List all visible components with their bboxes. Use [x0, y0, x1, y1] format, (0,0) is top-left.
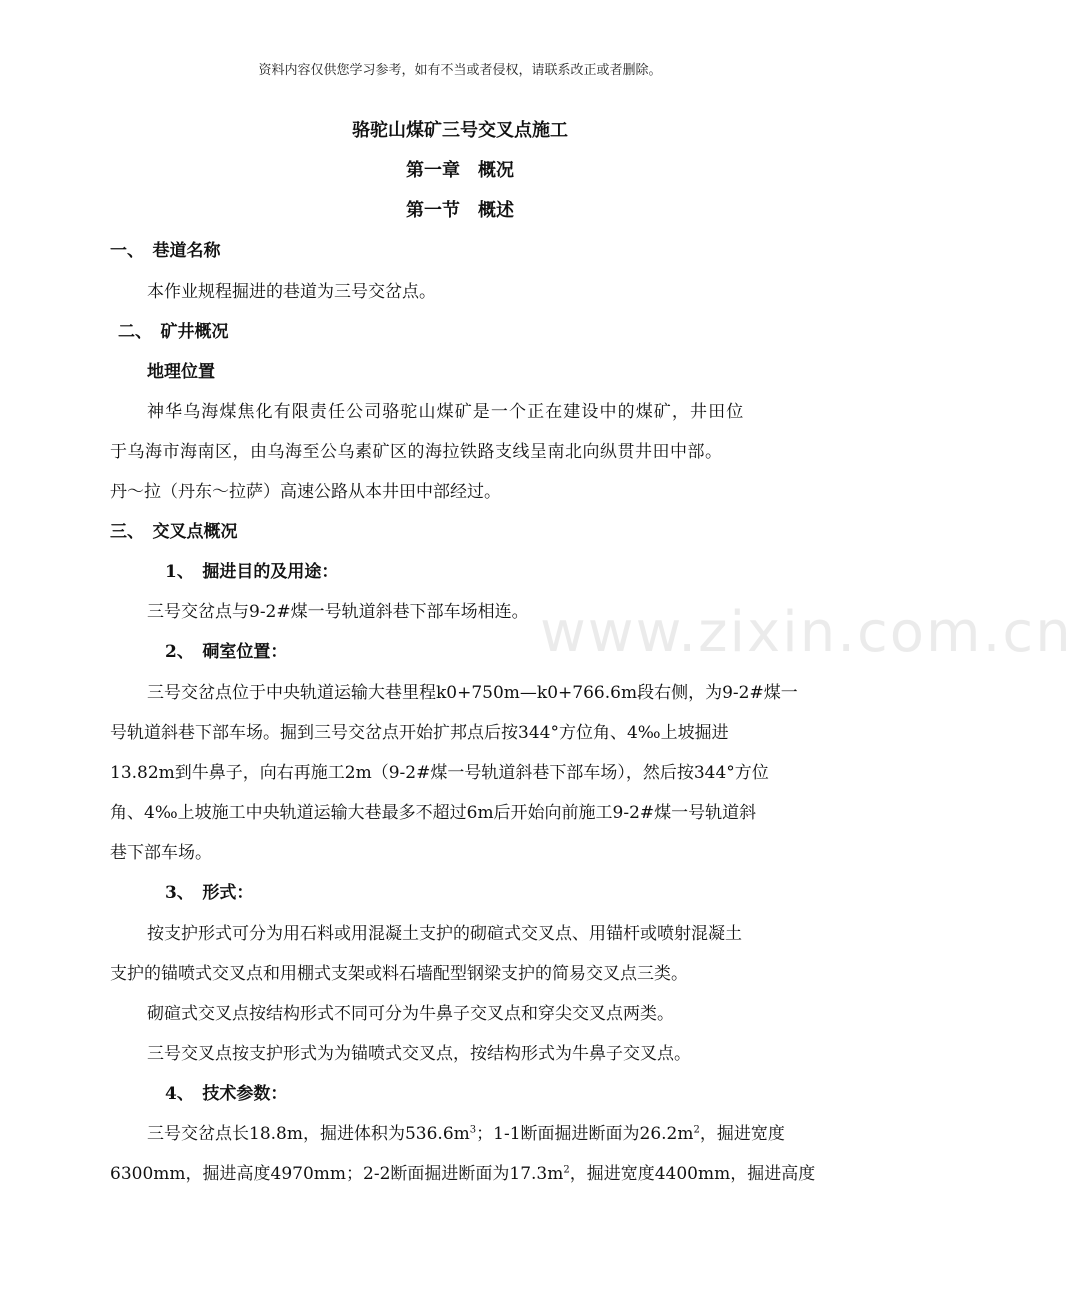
tech-line-2 [110, 1166, 815, 1183]
tech-line-1 [147, 1126, 785, 1143]
cubic-superscript: 3 [469, 1124, 477, 1136]
subheading-location: 地理位置 [147, 362, 215, 382]
form-line-1: 按支护形式可分为用石料或用混凝土支护的砌碹式交叉点、用锚杆或喷射混凝土 [147, 924, 742, 944]
geo-line-2: 于乌海市海南区，由乌海至公乌素矿区的海拉铁路支线呈南北向纵贯井田中部。 [110, 442, 723, 462]
square-superscript-2: 2 [563, 1164, 570, 1176]
chamber-line-1: 三号交岔点位于中央轨道运输大巷里程k0+750m—k0+766.6m段右侧，为9-2#煤一 [147, 683, 798, 703]
chamber-line-5: 巷下部车场。 [110, 843, 212, 863]
geo-line-3: 丹～拉（丹东～拉萨）高速公路从本井田中部经过。 [110, 482, 501, 502]
paragraph-purpose: 三号交岔点与9-2#煤一号轨道斜巷下部车场相连。 [147, 602, 529, 622]
form-line-2: 支护的锚喷式交叉点和用棚式支架或料石墙配型钢梁支护的简易交叉点三类。 [110, 964, 688, 984]
document-title: 骆驼山煤矿三号交叉点施工 [352, 120, 568, 141]
tech-line-1-part-a: 三号交岔点长18.8m，掘进体积为536.6m [147, 1124, 470, 1144]
subheading-form: 3、 形式： [165, 883, 254, 903]
chamber-line-3: 13.82m到牛鼻子，向右再施工2m（9-2#煤一号轨道斜巷下部车场），然后按344°方位 [110, 763, 769, 783]
subheading-technical-params: 4、 技术参数： [165, 1084, 288, 1104]
section-heading: 第一节 概述 [406, 200, 514, 221]
subheading-purpose: 1、 掘进目的及用途： [165, 562, 339, 582]
tech-line-2-part-a: 6300mm，掘进高度4970mm；2-2断面掘进断面为17.3m [110, 1164, 564, 1184]
form-line-4: 三号交叉点按支护形式为为锚喷式交叉点，按结构形式为牛鼻子交叉点。 [147, 1044, 691, 1064]
geo-line-1: 神华乌海煤焦化有限责任公司骆驼山煤矿是一个正在建设中的煤矿，井田位 [147, 402, 745, 422]
heading-mine-overview: 二、 矿井概况 [118, 322, 229, 342]
paragraph-roadway-name: 本作业规程掘进的巷道为三号交岔点。 [147, 282, 436, 302]
tech-line-1-part-e: ，掘进宽度 [699, 1124, 785, 1144]
subheading-chamber-location: 2、 硐室位置： [165, 642, 288, 662]
chamber-line-4: 角、4‰上坡施工中央轨道运输大巷最多不超过6m后开始向前施工9-2#煤一号轨道斜 [110, 803, 757, 823]
disclaimer: 资料内容仅供您学习参考，如有不当或者侵权，请联系改正或者删除。 [258, 63, 662, 78]
tech-line-2-part-c: ，掘进宽度4400mm，掘进高度 [569, 1164, 816, 1184]
square-superscript: 2 [693, 1124, 700, 1136]
heading-roadway-name: 一、 巷道名称 [110, 241, 221, 261]
heading-junction-overview: 三、 交叉点概况 [110, 522, 238, 542]
chapter-heading: 第一章 概况 [406, 160, 514, 181]
form-line-3: 砌碹式交叉点按结构形式不同可分为牛鼻子交叉点和穿尖交叉点两类。 [147, 1004, 674, 1024]
chamber-line-2: 号轨道斜巷下部车场。掘到三号交岔点开始扩邦点后按344°方位角、4‰上坡掘进 [110, 723, 729, 743]
watermark: www.zixin.com.cn [540, 600, 1073, 665]
tech-line-1-part-c: ；1-1断面掘进断面为26.2m [476, 1124, 694, 1144]
